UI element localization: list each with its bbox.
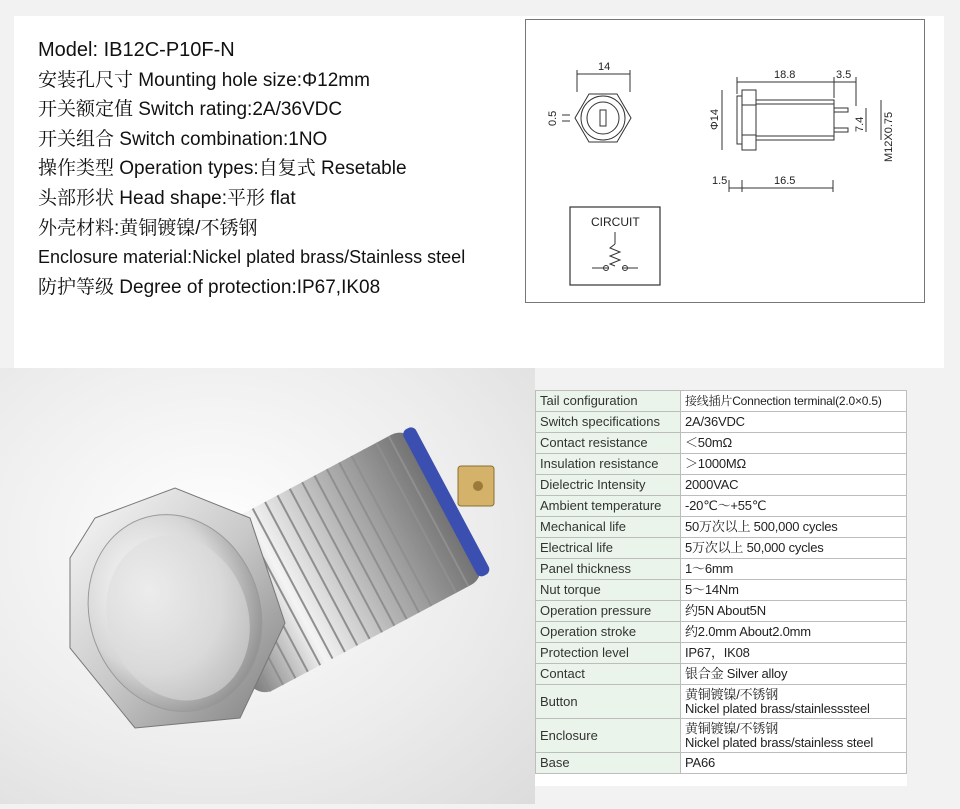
table-row: [536, 454, 907, 475]
front-inner-circle: [587, 102, 619, 134]
table-row: [536, 412, 907, 433]
row-value: [681, 601, 907, 622]
technical-drawing: [525, 19, 925, 303]
circuit-label: CIRCUIT: [591, 215, 640, 229]
dim-front-width: 14: [598, 61, 611, 73]
row-value-text: 接线插片Connection terminal(2.0×0.5): [685, 394, 882, 408]
side-body: [756, 100, 834, 140]
row-value: [681, 433, 907, 454]
row-key: Panel thickness: [536, 559, 681, 580]
table-row: [536, 580, 907, 601]
row-value-text: 5万次以上 50,000 cycles: [685, 540, 824, 555]
table-row: [536, 391, 907, 412]
spec-protection: 防护等级 Degree of protection:IP67,IK08: [38, 276, 381, 298]
row-value-text: 约5N About5N: [685, 603, 766, 618]
table-row: [536, 433, 907, 454]
dim-front-gap: 0.5: [547, 110, 559, 126]
spec-list: [38, 36, 518, 302]
row-value: [681, 496, 907, 517]
row-value-text: 1～6mm: [685, 561, 734, 576]
row-key: Operation pressure: [536, 601, 681, 622]
row-key: Nut torque: [536, 580, 681, 601]
row-value: [681, 517, 907, 538]
table-row: [536, 643, 907, 664]
row-key: Protection level: [536, 643, 681, 664]
row-value: [681, 719, 907, 753]
row-key: Insulation resistance: [536, 454, 681, 475]
table-row: [536, 685, 907, 719]
drawing-svg: [526, 20, 924, 302]
row-value: [681, 753, 907, 774]
spec-enclosure-en: Enclosure material:Nickel plated brass/Stainless steel: [38, 247, 466, 268]
side-hex-nut: [742, 90, 756, 150]
spec-table: [535, 390, 907, 774]
row-key: Switch specifications: [536, 412, 681, 433]
row-key: Contact: [536, 664, 681, 685]
side-pin-2: [834, 128, 848, 132]
row-value-text: 银合金 Silver alloy: [685, 666, 788, 681]
row-value-text: -20℃～+55℃: [685, 498, 767, 513]
row-key: Dielectric Intensity: [536, 475, 681, 496]
side-pin-1: [834, 108, 848, 112]
row-value-text: 2000VAC: [685, 477, 739, 492]
dim-side-thread: M12X0.75: [883, 111, 895, 162]
switch-illustration: [0, 368, 535, 804]
row-value-text: 黄铜镀镍/不锈钢: [685, 720, 779, 736]
row-value-text: ＜50mΩ: [685, 435, 733, 450]
row-key: Enclosure: [536, 719, 681, 753]
table-row: [536, 559, 907, 580]
row-value-text: 2A/36VDC: [685, 414, 745, 429]
row-key: Button: [536, 685, 681, 719]
row-value: [681, 454, 907, 475]
table-row: [536, 517, 907, 538]
row-value: [681, 622, 907, 643]
row-key: Mechanical life: [536, 517, 681, 538]
row-value-text: ＞1000MΩ: [685, 456, 747, 471]
row-value: [681, 580, 907, 601]
row-value: [681, 475, 907, 496]
table-row: [536, 538, 907, 559]
spec-head-shape: 头部形状 Head shape:平形 flat: [38, 187, 296, 209]
row-key: Tail configuration: [536, 391, 681, 412]
front-outer-circle: [581, 96, 625, 140]
row-value-text: 黄铜镀镍/不锈钢: [685, 686, 779, 702]
row-value: [681, 685, 907, 719]
spec-enclosure-cn: 外壳材料:黄铜镀镍/不锈钢: [38, 217, 258, 239]
front-slot: [600, 110, 606, 126]
table-row: [536, 601, 907, 622]
spec-operation-type: 操作类型 Operation types:自复式 Resetable: [38, 158, 407, 180]
table-row: [536, 664, 907, 685]
row-value: [681, 391, 907, 412]
dim-side-height: 7.4: [854, 116, 866, 132]
row-value-text: 50万次以上 500,000 cycles: [685, 519, 838, 534]
row-value: [681, 559, 907, 580]
row-value-text: 5～14Nm: [685, 582, 739, 597]
row-value: [681, 412, 907, 433]
table-row: [536, 622, 907, 643]
row-value-text: PA66: [685, 755, 716, 770]
front-hexagon: [575, 94, 631, 142]
table-row: [536, 753, 907, 774]
row-key: Contact resistance: [536, 433, 681, 454]
row-key: Base: [536, 753, 681, 774]
row-key: Electrical life: [536, 538, 681, 559]
circuit-spring: [610, 244, 620, 266]
table-row: [536, 719, 907, 753]
dim-side-base: 1.5: [712, 175, 728, 187]
dim-side-length: 18.8: [774, 69, 796, 81]
spec-switch-rating: 开关额定值 Switch rating:2A/36VDC: [38, 99, 343, 121]
row-value-text: IP67，IK08: [685, 645, 750, 660]
model-title: Model: IB12C-P10F-N: [38, 39, 235, 61]
spec-switch-combination: 开关组合 Switch combination:1NO: [38, 128, 328, 150]
dim-side-pin: 3.5: [836, 69, 852, 81]
row-value: [681, 664, 907, 685]
row-value-text: Nickel plated brass/stainlesssteel: [685, 700, 870, 716]
row-key: Ambient temperature: [536, 496, 681, 517]
spec-mounting-hole: 安装孔尺寸 Mounting hole size:Φ12mm: [38, 69, 370, 91]
row-key: Operation stroke: [536, 622, 681, 643]
table-row: [536, 496, 907, 517]
row-value: [681, 643, 907, 664]
spec-table-container: [535, 390, 907, 786]
product-photo: [0, 368, 535, 804]
dim-side-body: 16.5: [774, 175, 796, 187]
dim-side-diameter: Φ14: [709, 108, 721, 130]
side-base-plate: [737, 96, 742, 144]
row-value: [681, 538, 907, 559]
row-value-text: 约2.0mm About2.0mm: [685, 624, 811, 639]
table-row: [536, 475, 907, 496]
row-value-text: Nickel plated brass/stainless steel: [685, 734, 874, 750]
